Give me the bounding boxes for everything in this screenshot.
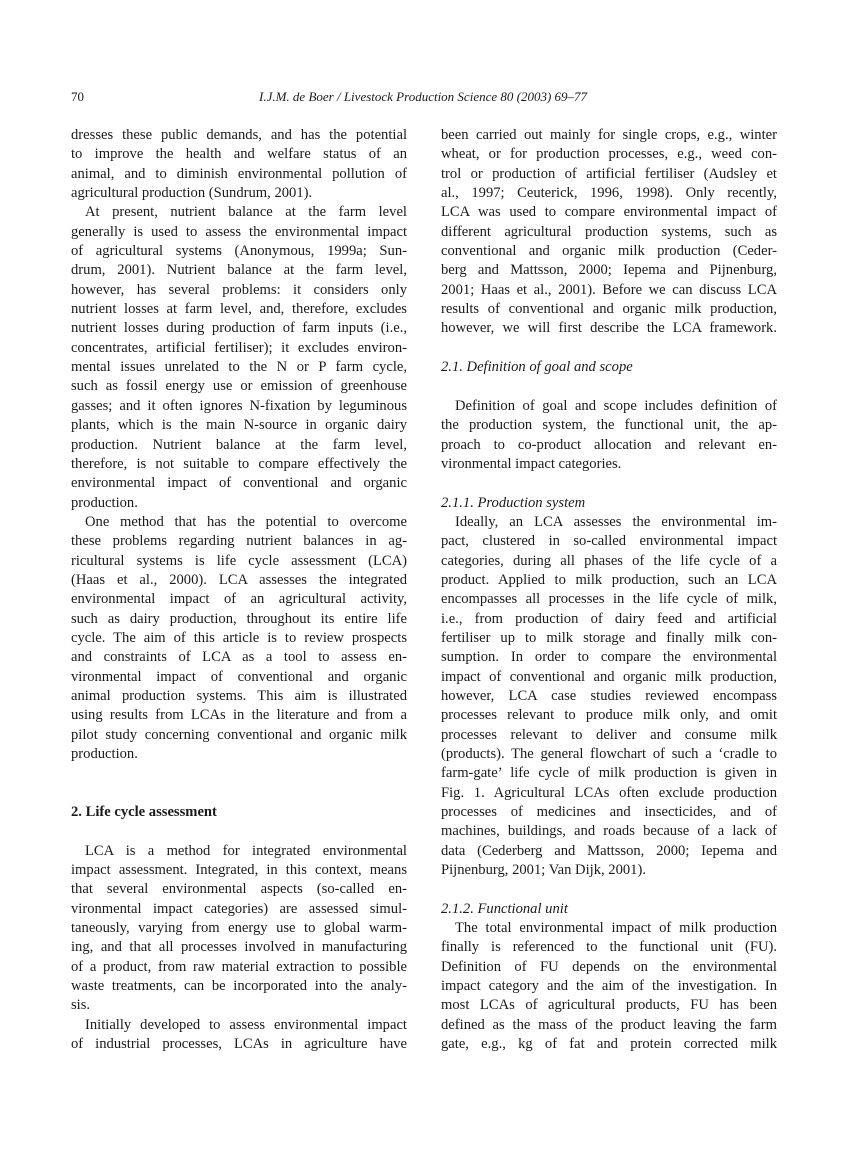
text-line: of agricultural systems (Anonymous, 1999a; Sun- [71,243,407,260]
text-line: different agricultural production systems, such as [441,223,777,240]
text-line: processes relevant to produce milk only, and omit [441,707,777,724]
text-line: LCA is a method for integrated environmental [85,842,407,859]
text-line: vironmental impact categories. [441,455,622,472]
paragraph [71,842,407,1016]
subsubsection-heading: 2.1.2. Functional unit [441,900,568,917]
text-line: pilot study concerning conventional and organic milk [71,726,407,743]
text-line: sis. [71,997,91,1014]
text-line: using results from LCAs in the literature and from a [71,707,407,724]
text-line: proach to co-product allocation and relevant en- [441,436,777,453]
text-line: impact assessment. Integrated, in this context, means [71,862,407,879]
text-line: dresses these public demands, and has the potential [71,127,407,143]
text-line: conventional and organic milk production (Ceder- [441,243,777,260]
spacer [441,474,777,493]
text-line: fertiliser up to milk storage and finally milk con- [441,629,777,646]
spacer [71,764,407,803]
text-line: berg and Mattsson, 2000; Iepema and Pijnenburg, [441,262,777,279]
text-line: LCA was used to compare environmental impact of [441,204,777,221]
journal-reference: I.J.M. de Boer / Livestock Production Science 80 (2003) 69–77 [259,89,588,104]
text-line: i.e., from production of dairy feed and artificial [441,610,777,627]
text-line: nutrient losses during production of farm inputs (i.e., [71,320,407,337]
text-line: these problems regarding nutrient balances in ag- [71,533,407,550]
text-line: wheat, or for production processes, e.g., weed con- [441,146,777,163]
text-line: animal, and to diminish environmental pollution of [71,165,407,182]
text-line: processes of medicines and insecticides, and of [441,804,777,821]
text-line: nutrient losses at farm level, and, therefore, excludes [71,301,407,318]
text-line: environmental impact of an agricultural activity, [71,591,407,608]
text-line: sumption. In order to compare the environmental [441,649,777,666]
text-line: generally is used to assess the environmental impact [71,223,407,240]
paragraph [441,513,777,881]
text-line: production. Nutrient balance at the farm level, [71,436,407,453]
text-line: data (Cederberg and Mattsson, 2000; Iepema and [441,842,777,859]
subsubsection-heading: 2.1.1. Production system [441,494,586,511]
text-line: such as dairy production, throughout its entire life [71,610,407,627]
text-line: (products). The general flowchart of such a ‘cradle to [441,746,777,762]
text-line: gasses; and it often ignores N-fixation by leguminous [71,397,407,414]
text-line: agricultural production (Sundrum, 2001). [71,185,313,202]
text-line: At present, nutrient balance at the farm level [85,204,407,221]
text-line: mental issues unrelated to the N or P farm cycle, [71,359,407,376]
text-line: impact category and the aim of the investigation. In [441,978,777,995]
text-line: encompasses all processes in the life cycle of milk, [441,591,777,608]
text-line: cycle. The aim of this article is to review prospects [71,629,407,646]
text-line: and constraints of LCA as a tool to assess en- [71,649,407,666]
text-line: pact, clustered in so-called environmental impact [441,533,777,550]
text-line: farm-gate’ life cycle of milk production is given in [441,765,777,782]
page-number: 70 [71,89,84,104]
paragraph [71,1016,407,1055]
text-line: such as fossil energy use or emission of greenhouse [71,378,407,395]
section-heading: 2. Life cycle assessment [71,804,217,821]
text-line: results of conventional and organic milk production, [441,301,777,318]
text-line: therefore, is not suitable to compare effectively the [71,455,407,472]
text-line: Definition of goal and scope includes definition of [455,397,777,414]
text-line: Pijnenburg, 2001; Van Dijk, 2001). [441,862,646,879]
text-line: concentrates, artificial fertiliser); it excludes environ- [71,339,407,356]
paragraph [441,919,777,1054]
spacer [441,377,777,396]
text-line: production. [71,746,138,762]
text-line: machines, buildings, and roads because of a lack of [441,823,777,840]
paragraph [71,203,407,513]
text-line: taneously, varying from energy use to global warm- [71,920,407,937]
text-line: waste treatments, can be incorporated into the analy- [71,978,407,995]
text-line: production. [71,494,138,511]
text-line: gate, e.g., kg of fat and protein corrected milk [441,1036,777,1053]
text-line: impact of conventional and organic milk production, [441,668,777,685]
text-line: vironmental impact of conventional and organic [71,668,407,685]
text-line: of a product, from raw material extraction to possible [71,958,407,975]
text-line: Fig. 1. Agricultural LCAs often exclude production [441,784,777,801]
text-line: trol or production of artificial fertiliser (Audsley et [441,165,777,182]
text-line: the production system, the functional unit, the ap- [441,417,777,434]
text-line: defined as the mass of the product leaving the farm [441,1016,777,1033]
spacer [441,880,777,899]
text-line: processes relevant to deliver and consume milk [441,726,777,743]
paragraph [71,126,407,203]
text-line: however, has several problems: it considers only [71,281,407,298]
text-line: drum, 2001). Nutrient balance at the farm level, [71,262,407,279]
text-line: Ideally, an LCA assesses the environmental im- [455,513,777,530]
text-line: The total environmental impact of milk production [455,920,777,937]
text-line: product. Applied to milk production, such an LCA [441,571,777,588]
text-line: that several environmental aspects (so-called en- [71,881,407,898]
text-line: One method that has the potential to overcome [85,513,407,530]
text-line: been carried out mainly for single crops, e.g., winter [441,127,777,143]
paragraph [71,513,407,764]
left-column [71,126,407,1055]
spacer [71,822,407,841]
text-line: finally is referenced to the functional unit (FU). [441,939,777,956]
text-line: plants, which is the main N-source in organic dairy [71,417,407,434]
paragraph [441,126,777,339]
subsection-heading: 2.1. Definition of goal and scope [441,359,633,376]
text-line: categories, during all phases of the life cycle of a [441,552,777,569]
text-line: environmental impact of conventional and organic [71,475,407,492]
text-line: 2001; Haas et al., 2001). Before we can discuss LCA [441,281,777,298]
text-line: most LCAs of agricultural products, FU has been [441,997,777,1014]
text-line: Initially developed to assess environmental impact [85,1016,407,1033]
spacer [441,339,777,358]
text-line: ricultural systems is life cycle assessment (LCA) [71,552,407,569]
text-line: however, we will first describe the LCA framework. [441,320,777,337]
text-line: vironmental impact categories) are assessed simul- [71,900,407,917]
running-head [71,89,780,109]
text-line: al., 1997; Ceuterick, 1996, 1998). Only recently, [441,185,777,202]
text-line: to improve the health and welfare status of an [71,146,407,163]
text-line: ing, and that all processes involved in manufacturing [71,939,407,956]
right-column [441,126,777,1055]
text-line: (Haas et al., 2000). LCA assesses the integrated [71,571,407,588]
paragraph [441,397,777,474]
text-line: animal production systems. This aim is illustrated [71,687,407,704]
text-line: Definition of FU depends on the environmental [441,958,777,975]
text-line: however, LCA case studies reviewed encompass [441,687,777,704]
text-line: of industrial processes, LCAs in agriculture have [71,1036,407,1053]
